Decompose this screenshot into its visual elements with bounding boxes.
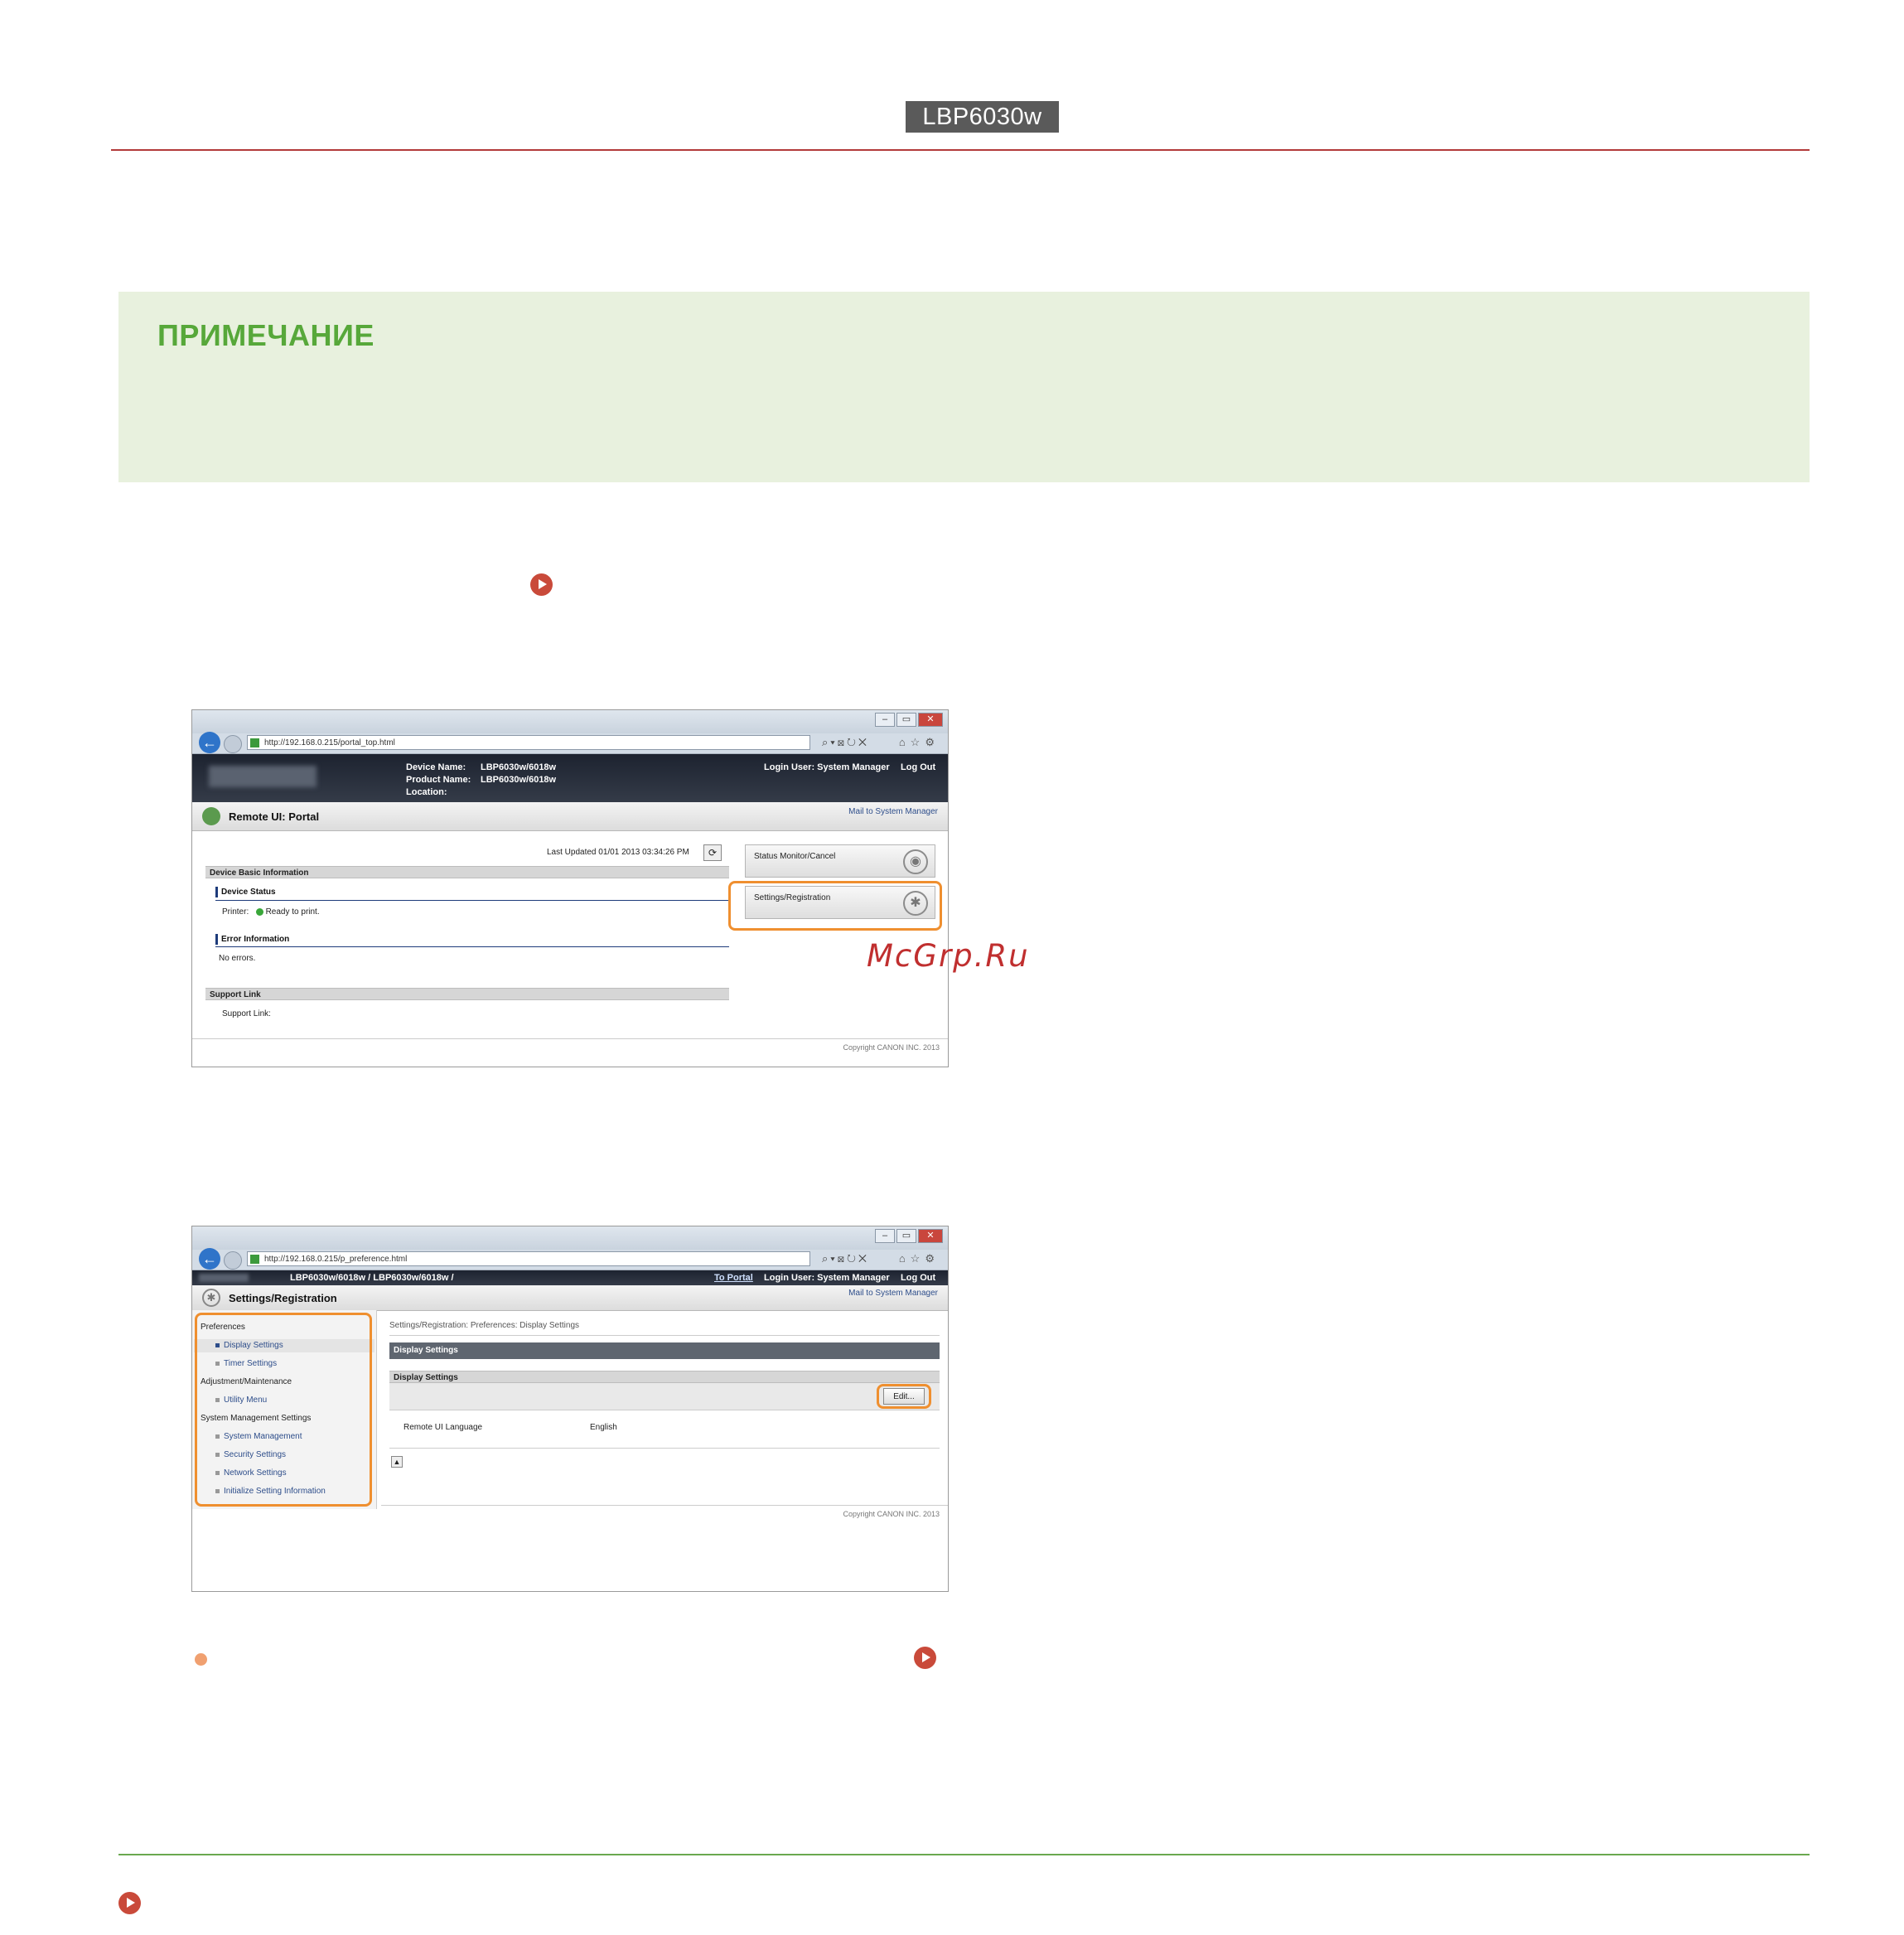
sidebar-item-label: Initialize Setting Information [224, 1487, 326, 1496]
mail-to-system-manager-link[interactable]: Mail to System Manager [848, 1289, 938, 1298]
support-link-label: Support Link: [222, 1009, 271, 1018]
highlight-settings-registration [728, 881, 942, 931]
bullet-icon [195, 1653, 207, 1666]
login-user: Login User: System Manager [764, 1273, 890, 1283]
display-settings-header-bar: Display Settings [389, 1342, 940, 1359]
home-star-gear-icons[interactable]: ⌂☆⚙ [898, 1252, 940, 1265]
sidebar-item-label: Timer Settings [224, 1359, 278, 1368]
divider [215, 900, 729, 901]
address-bar [192, 1250, 948, 1270]
browser-screenshot-settings [191, 1226, 949, 1592]
footer-divider [192, 1038, 948, 1039]
last-updated: Last Updated 01/01 2013 03:34:26 PM [547, 848, 689, 857]
search-refresh-icons[interactable]: ⌕▾⊠↻✕ [822, 736, 869, 748]
gear-icon: ✱ [202, 1289, 220, 1307]
model-badge: LBP6030w [906, 101, 1059, 133]
highlight-sidebar [195, 1313, 372, 1507]
search-refresh-icons[interactable]: ⌕▾⊠↻✕ [822, 1252, 869, 1265]
site-icon [250, 738, 259, 747]
minimize-icon[interactable]: – [875, 713, 895, 727]
minimize-icon[interactable]: – [875, 1229, 895, 1243]
forward-arrow-icon[interactable] [224, 735, 242, 753]
portal-icon [202, 807, 220, 825]
note-title: ПРИМЕЧАНИЕ [157, 318, 375, 352]
link-arrow-icon[interactable] [914, 1647, 936, 1669]
canon-logo [199, 1274, 249, 1282]
edit-button[interactable]: Edit... [883, 1388, 925, 1405]
sidebar-heading-preferences: Preferences [201, 1323, 245, 1332]
ready-status-icon [256, 908, 263, 916]
no-errors-text: No errors. [219, 954, 256, 963]
refresh-icon[interactable]: ⟳ [703, 844, 722, 861]
divider [215, 946, 729, 947]
maximize-icon[interactable]: ▭ [896, 1229, 916, 1243]
back-to-top-arrow-icon[interactable] [118, 1892, 141, 1914]
remote-ui-language-label: Remote UI Language [404, 1423, 483, 1432]
device-header-bar [192, 1270, 948, 1285]
sidebar-heading-adjustment: Adjustment/Maintenance [201, 1377, 292, 1386]
to-portal-link[interactable]: To Portal [714, 1273, 753, 1283]
remote-ui-language-value: English [590, 1423, 617, 1432]
bottom-divider [118, 1854, 1810, 1855]
copyright: Copyright CANON INC. 2013 [843, 1510, 940, 1518]
sidebar-item-label: Security Settings [224, 1450, 287, 1459]
window-titlebar [192, 1226, 948, 1250]
canon-logo [209, 766, 317, 787]
close-icon[interactable]: ✕ [918, 1229, 943, 1243]
divider [389, 1335, 940, 1336]
section-support-link: Support Link [205, 988, 729, 1000]
sidebar-item-label: Display Settings [224, 1341, 283, 1350]
mail-to-system-manager-link[interactable]: Mail to System Manager [848, 807, 938, 816]
url-text: http://192.168.0.215/portal_top.html [264, 738, 395, 747]
back-arrow-icon[interactable]: ← [199, 1248, 220, 1270]
gear-icon: ✱ [903, 891, 928, 916]
product-name-label: Product Name: [406, 775, 471, 785]
product-name-value: LBP6030w/6018w [481, 775, 557, 785]
url-input[interactable] [247, 1251, 810, 1266]
page-title-bar [192, 1285, 948, 1311]
top-divider [111, 149, 1810, 151]
printer-status: Ready to print. [265, 907, 320, 917]
logout-link[interactable]: Log Out [901, 762, 936, 772]
settings-registration-label: Settings/Registration [754, 893, 831, 902]
printer-label: Printer: [222, 907, 249, 917]
printer-row [222, 907, 320, 917]
sidebar-item-label: Network Settings [224, 1468, 287, 1478]
edit-toolbar [389, 1383, 940, 1410]
page-title: Remote UI: Portal [229, 810, 320, 823]
url-text: http://192.168.0.215/p_preference.html [264, 1255, 408, 1264]
back-arrow-icon[interactable]: ← [199, 732, 220, 753]
sidebar-heading-system-management-settings: System Management Settings [201, 1414, 312, 1423]
url-input[interactable] [247, 735, 810, 750]
site-icon [250, 1255, 259, 1264]
sidebar-item-label: Utility Menu [224, 1396, 268, 1405]
divider [389, 1448, 940, 1449]
scroll-top-icon[interactable]: ▲ [391, 1456, 403, 1468]
login-user: Login User: System Manager [764, 762, 890, 772]
section-device-basic-info: Device Basic Information [205, 866, 729, 878]
address-bar [192, 733, 948, 754]
location-label: Location: [406, 787, 447, 797]
home-star-gear-icons[interactable]: ⌂☆⚙ [898, 736, 940, 748]
device-status-heading: Device Status [215, 887, 276, 897]
sidebar-item-label: System Management [224, 1432, 302, 1441]
browser-screenshot-portal [191, 709, 949, 1067]
logout-link[interactable]: Log Out [901, 1273, 936, 1283]
window-titlebar [192, 710, 948, 733]
device-name-value: LBP6030w/6018w [481, 762, 557, 772]
highlight-edit-button [877, 1384, 931, 1409]
watermark: McGrp.Ru [867, 938, 1030, 974]
breadcrumb-top: LBP6030w/6018w / LBP6030w/6018w / [290, 1273, 454, 1283]
copyright: Copyright CANON INC. 2013 [843, 1043, 940, 1052]
display-settings-section: Display Settings [389, 1371, 940, 1383]
link-arrow-icon[interactable] [530, 573, 553, 596]
status-monitor-cancel-button[interactable] [745, 844, 935, 878]
footer-divider [381, 1505, 948, 1506]
forward-arrow-icon[interactable] [224, 1251, 242, 1270]
maximize-icon[interactable]: ▭ [896, 713, 916, 727]
close-icon[interactable]: ✕ [918, 713, 943, 727]
error-info-heading: Error Information [215, 934, 289, 945]
status-monitor-label: Status Monitor/Cancel [754, 852, 836, 861]
page-title-bar [192, 802, 948, 831]
page-title: Settings/Registration [229, 1292, 337, 1304]
device-name-label: Device Name: [406, 762, 466, 772]
breadcrumb: Settings/Registration: Preferences: Display Settings [389, 1321, 579, 1330]
eye-icon: ◉ [903, 849, 928, 874]
device-header-bar [192, 754, 948, 802]
